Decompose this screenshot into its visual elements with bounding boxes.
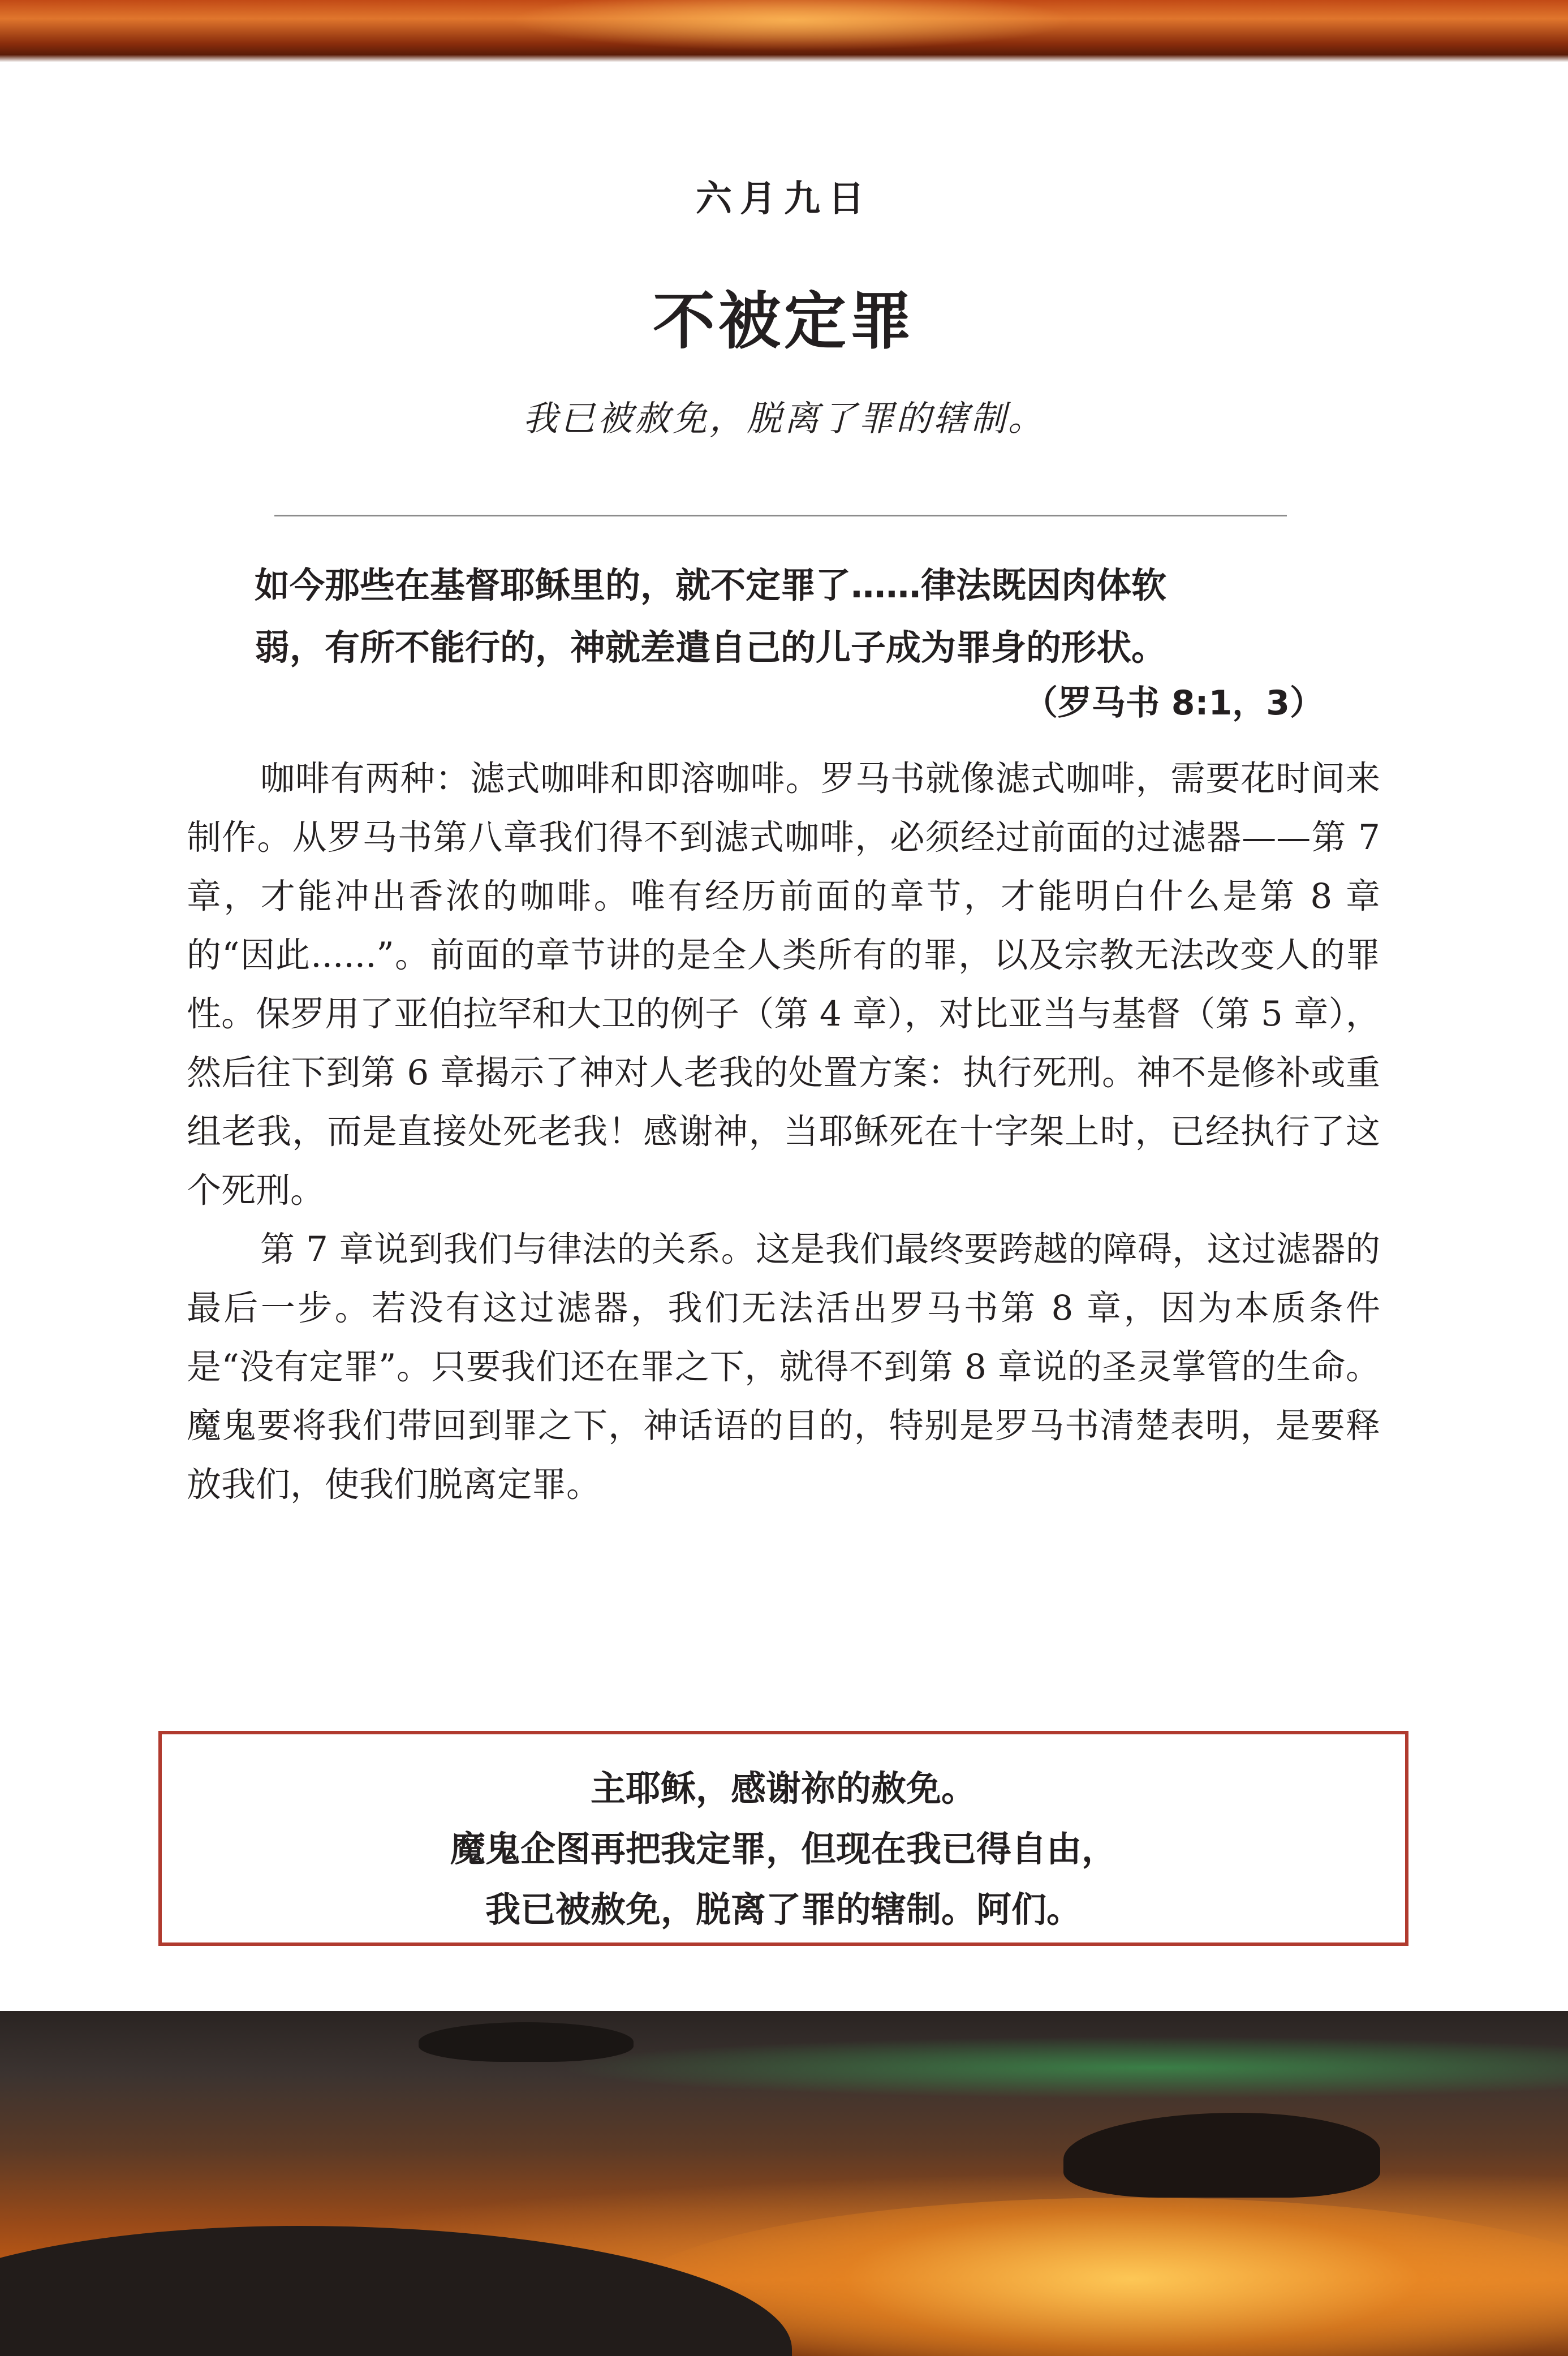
prayer-line: 魔鬼企图再把我定罪，但现在我已得自由，	[450, 1828, 1117, 1870]
scripture-quote	[255, 554, 1329, 679]
prayer-box	[158, 1731, 1408, 1946]
distant-island	[419, 2022, 634, 2062]
divider-line	[274, 515, 1287, 516]
aurora-glow	[509, 2034, 1568, 2101]
prayer-line: 主耶稣，感谢祢的赦免。	[590, 1768, 976, 1809]
top-decorative-band	[0, 0, 1568, 62]
body-paragraph: 咖啡有两种：滤式咖啡和即溶咖啡。罗马书就像滤式咖啡，需要花时间来制作。从罗马书第八章我们得不到滤式咖啡，必须经过前面的过滤器——第 7 章，才能冲出香浓的咖啡。唯有经历前面的章节，才能明白什么是第 8 章的“因此......”。前面的章节讲的是全人类所有的罪，以及宗教无法改变人的罪性。保罗用了亚伯拉罕和大卫的例子（第 4 章），对比亚当与基督（第 5 章），然后往下到第 6 章揭示了神对人老我的处置方案：执行死刑。神不是修补或重组老我，而是直接处死老我！感谢神，当耶稣死在十字架上时，已经执行了这个死刑。	[187, 759, 1380, 1211]
scripture-line: 如今那些在基督耶稣里的，就不定罪了……律法既因肉体软	[255, 565, 1167, 606]
scripture-line: 弱，有所不能行的，神就差遣自己的儿子成为罪身的形状。	[255, 627, 1167, 668]
rock-island	[1063, 2113, 1380, 2198]
devotional-body	[187, 750, 1380, 1514]
body-paragraph: 第 7 章说到我们与律法的关系。这是我们最终要跨越的障碍，这过滤器的最后一步。若没有这过滤器，我们无法活出罗马书第 8 章，因为本质条件是“没有定罪”。只要我们还在罪之下，就得不到第 8 章说的圣灵掌管的生命。魔鬼要将我们带回到罪之下，神话语的目的，特别是罗马书清楚表明，是要释放我们，使我们脱离定罪。	[187, 1229, 1380, 1505]
sunset-glow	[509, 0, 1075, 51]
page-subtitle: 我已被赦免，脱离了罪的辖制。	[522, 398, 1045, 439]
scripture-reference: （罗马书 8:1，3）	[1023, 683, 1324, 723]
page-date: 六月九日	[696, 178, 872, 220]
page-title: 不被定罪	[653, 285, 915, 358]
prayer-line: 我已被赦免，脱离了罪的辖制。阿们。	[485, 1889, 1082, 1930]
bottom-landscape-image	[0, 2011, 1568, 2356]
